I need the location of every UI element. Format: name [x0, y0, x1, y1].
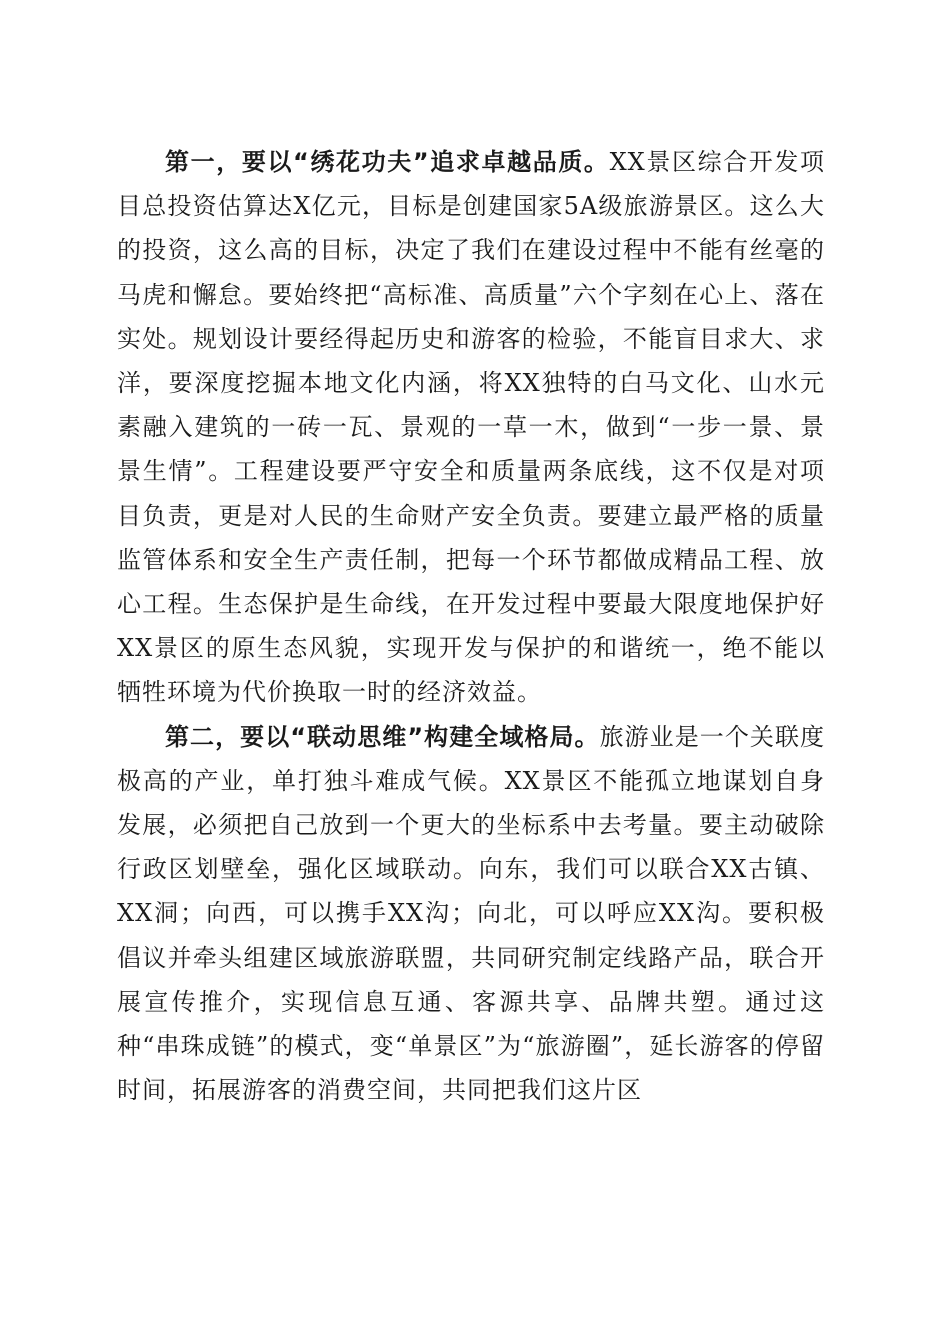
paragraph-2-text: 旅游业是一个关联度极高的产业，单打独斗难成气候。XX景区不能孤立地谋划自身发展，必须把自己放到一个更大的坐标系中去考量。要主动破除行政区划壁垒，强化区域联动。向东，我们可以联合XX古镇、XX洞；向西，可以携手XX沟；向北，可以呼应XX沟。要积极倡议并牵头组建区域旅游联盟，共同研究制定线路产品，联合开展宣传推介，实现信息互通、客源共享、品牌共塑。通过这种“串珠成链”的模式，变“单景区”为“旅游圈”，延长游客的停留时间，拓展游客的消费空间，共同把我们这片区: [117, 722, 826, 1105]
paragraph-1: [117, 140, 825, 715]
paragraph-1-heading: 第一，要以“绣花功夫”追求卓越品质。: [165, 148, 610, 176]
paragraph-1-text: XX景区综合开发项目总投资估算达X亿元，目标是创建国家5A级旅游景区。这么大的投资，这么高的目标，决定了我们在建设过程中不能有丝毫的马虎和懈怠。要始终把“高标准、高质量”六个字刻在心上、落在实处。规划设计要经得起历史和游客的检验，不能盲目求大、求洋，要深度挖掘本地文化内涵，将XX独特的白马文化、山水元素融入建筑的一砖一瓦、景观的一草一木，做到“一步一景、景景生情”。工程建设要严守安全和质量两条底线，这不仅是对项目负责，更是对人民的生命财产安全负责。要建立最严格的质量监管体系和安全生产责任制，把每一个环节都做成精品工程、放心工程。生态保护是生命线，在开发过程中要最大限度地保护好XX景区的原生态风貌，实现开发与保护的和谐统一，绝不能以牺牲环境为代价换取一时的经济效益。: [117, 148, 826, 707]
document-body: [117, 140, 825, 1112]
paragraph-2: [117, 715, 825, 1113]
paragraph-2-heading: 第二，要以“联动思维”构建全域格局。: [165, 722, 600, 751]
